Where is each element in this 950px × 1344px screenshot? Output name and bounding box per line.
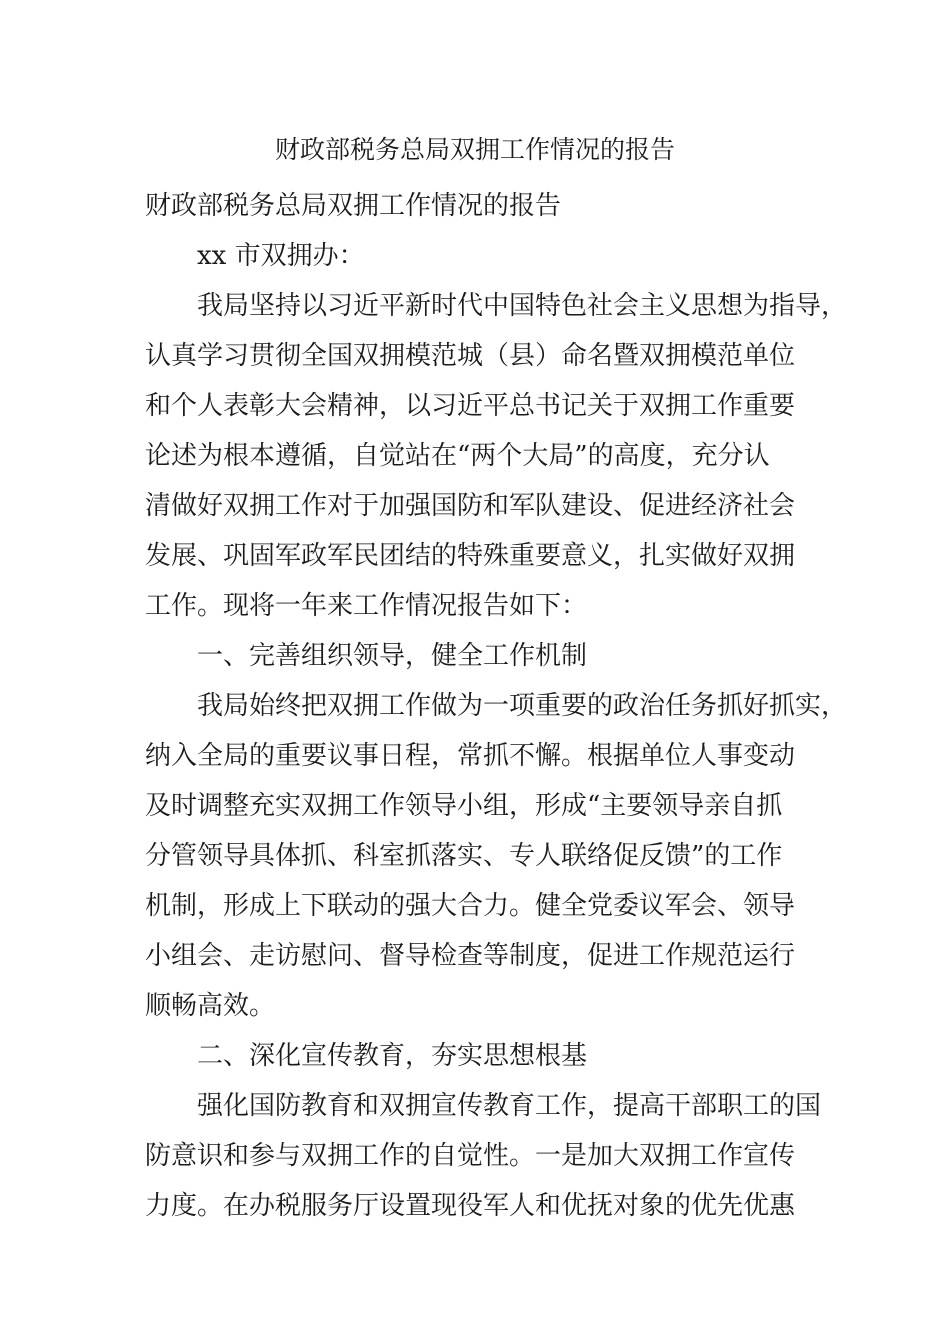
paragraph-line: 顺畅高效。 bbox=[145, 991, 276, 1021]
paragraph-line: 强化国防教育和双拥宣传教育工作，提高干部职工的国 bbox=[145, 1091, 822, 1121]
paragraph-line: 和个人表彰大会精神，以习近平总书记关于双拥工作重要 bbox=[145, 391, 796, 421]
paragraph-line: 机制，形成上下联动的强大合力。健全党委议军会、领导 bbox=[145, 891, 796, 921]
paragraph-line: 发展、巩固军政军民团结的特殊重要意义，扎实做好双拥 bbox=[145, 541, 796, 571]
paragraph-line: 分管领导具体抓、科室抓落实、专人联络促反馈”的工作 bbox=[145, 841, 783, 871]
salutation-line: xx 市双拥办： bbox=[145, 241, 365, 271]
paragraph-line: 纳入全局的重要议事日程，常抓不懈。根据单位人事变动 bbox=[145, 741, 796, 771]
paragraph-line: 力度。在办税服务厅设置现役军人和优抚对象的优先优惠 bbox=[145, 1191, 796, 1221]
paragraph-line: 认真学习贯彻全国双拥模范城（县）命名暨双拥模范单位 bbox=[145, 341, 796, 371]
document-title: 财政部税务总局双拥工作情况的报告 bbox=[274, 135, 675, 164]
subtitle-line: 财政部税务总局双拥工作情况的报告 bbox=[145, 191, 562, 221]
section-heading-1: 一、完善组织领导，健全工作机制 bbox=[145, 641, 588, 671]
paragraph-line: 工作。现将一年来工作情况报告如下： bbox=[145, 591, 588, 621]
paragraph-line: 小组会、走访慰问、督导检查等制度，促进工作规范运行 bbox=[145, 941, 796, 971]
paragraph-line: 我局坚持以习近平新时代中国特色社会主义思想为指导， bbox=[145, 291, 848, 321]
paragraph-line: 论述为根本遵循，自觉站在“两个大局”的高度，充分认 bbox=[145, 441, 770, 471]
paragraph-line: 清做好双拥工作对于加强国防和军队建设、促进经济社会 bbox=[145, 491, 796, 521]
paragraph-line: 我局始终把双拥工作做为一项重要的政治任务抓好抓实， bbox=[145, 691, 848, 721]
section-heading-2: 二、深化宣传教育，夯实思想根基 bbox=[145, 1041, 588, 1071]
paragraph-line: 防意识和参与双拥工作的自觉性。一是加大双拥工作宣传 bbox=[145, 1141, 796, 1171]
document-body bbox=[145, 181, 848, 1231]
paragraph-line: 及时调整充实双拥工作领导小组，形成“主要领导亲自抓 bbox=[145, 791, 783, 821]
